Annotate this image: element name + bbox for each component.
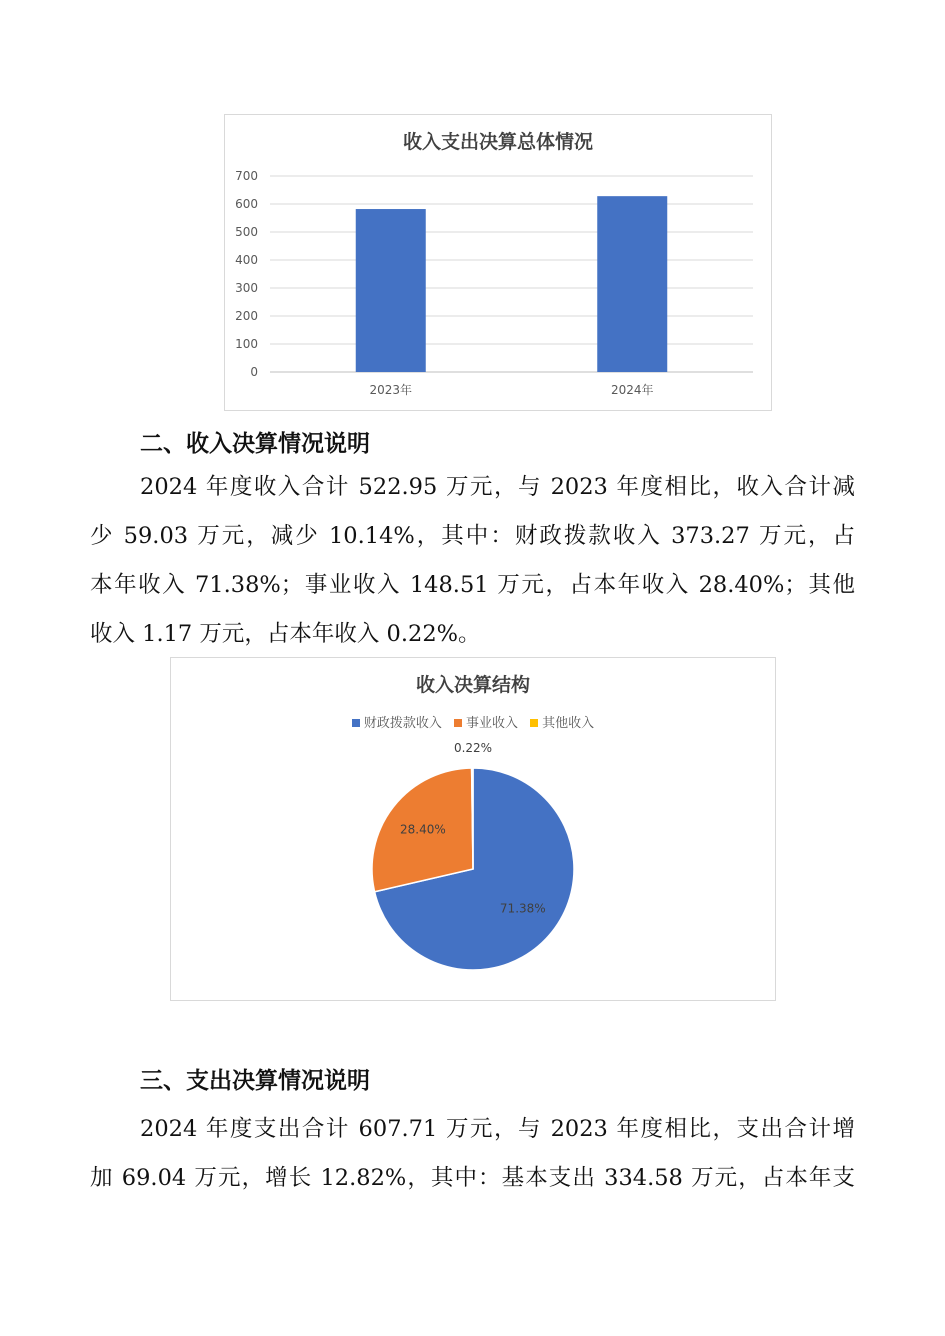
bar-chart-plot: [225, 115, 771, 410]
y-tick-label: 0: [250, 365, 258, 379]
section2-line-4: 收入 1.17 万元，占本年收入 0.22%。: [90, 621, 481, 647]
pie-data-label: 71.38%: [499, 901, 546, 916]
section2-line-1: 2024 年度收入合计 522.95 万元，与 2023 年度相比，收入合计减: [140, 474, 855, 500]
bar-chart-panel: [224, 114, 772, 411]
x-tick-label: 2024年: [610, 383, 654, 397]
pie-chart-title: 收入决算结构: [415, 674, 530, 696]
x-tick-label: 2023年: [369, 383, 413, 397]
bar-chart-title: 收入支出决算总体情况: [402, 131, 593, 153]
pie-chart-panel: [170, 657, 776, 1001]
section2-line-2: 少 59.03 万元，减少 10.14%，其中：财政拨款收入 373.27 万元，占: [90, 523, 855, 549]
bar: [356, 209, 426, 372]
section3-line-2: 加 69.04 万元，增长 12.82%，其中：基本支出 334.58 万元，占本年支: [90, 1165, 855, 1191]
y-tick-label: 200: [235, 309, 258, 323]
legend-label-other: 其他收入: [542, 716, 595, 731]
y-tick-label: 700: [235, 169, 258, 183]
section3-line-1: 2024 年度支出合计 607.71 万元，与 2023 年度相比，支出合计增: [140, 1116, 855, 1142]
y-tick-label: 400: [235, 253, 258, 267]
legend-label-fiscal: 财政拨款收入: [363, 716, 442, 731]
section2-heading: 二、收入决算情况说明: [140, 431, 370, 457]
pie-chart-plot: [171, 658, 775, 1000]
y-tick-label: 500: [235, 225, 258, 239]
pie-data-label: 0.22%: [453, 741, 493, 755]
y-tick-label: 100: [235, 337, 258, 351]
pie-data-label: 28.40%: [400, 822, 446, 837]
section3-heading: 三、支出决算情况说明: [140, 1068, 370, 1094]
section2-line-3: 本年收入 71.38%；事业收入 148.51 万元，占本年收入 28.40%；其他: [90, 572, 855, 598]
bar: [597, 196, 667, 372]
y-tick-label: 600: [235, 197, 258, 211]
y-tick-label: 300: [235, 281, 258, 295]
legend-label-business: 事业收入: [465, 716, 518, 731]
